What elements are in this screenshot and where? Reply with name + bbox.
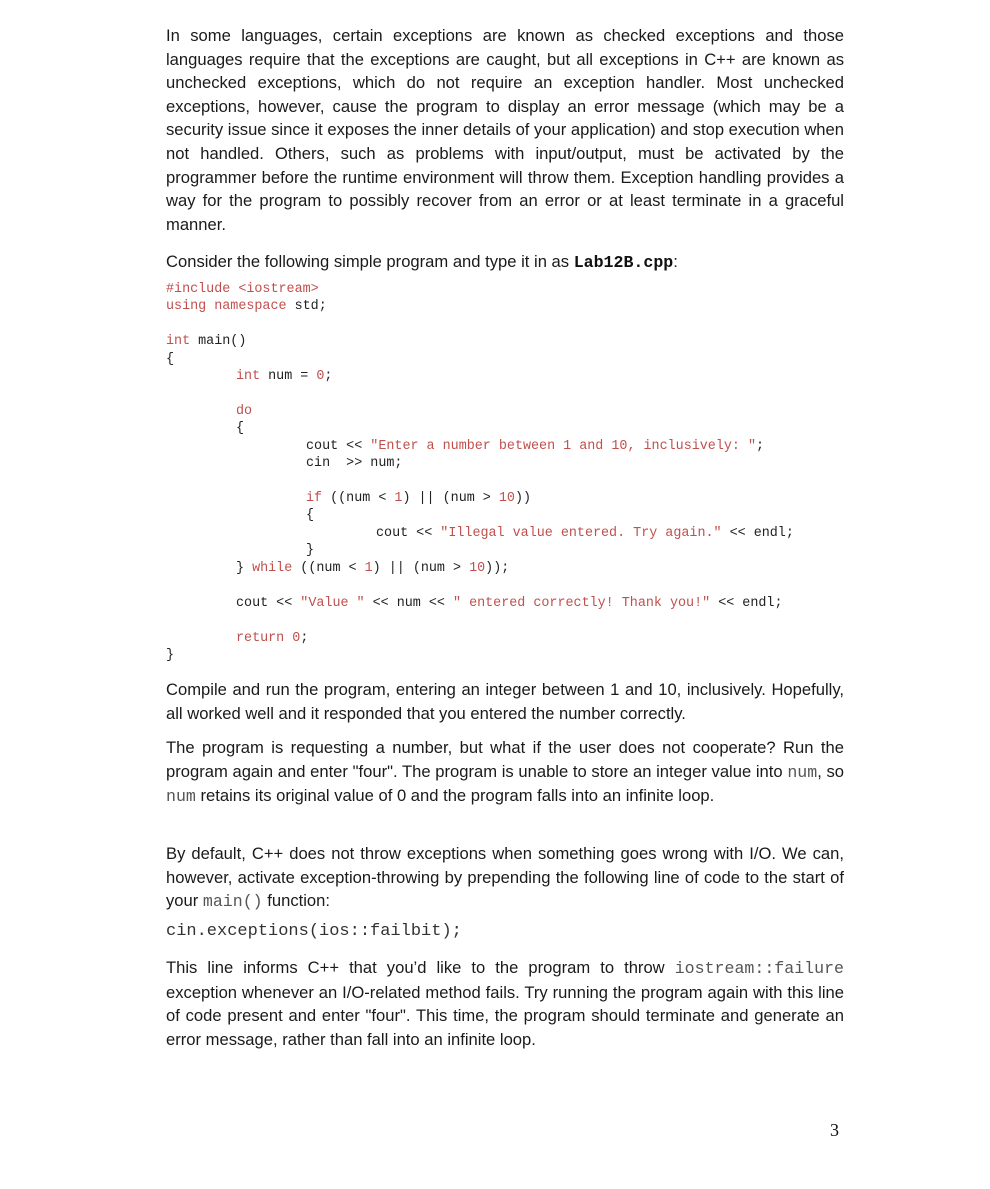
code-line-3: int main() [166,334,247,349]
filename: Lab12B.cpp [573,253,674,272]
code-line-14: } while ((num < 1) || (num > 10)); [236,561,510,576]
paragraph-informs: This line informs C++ that you’d like to the program to throw iostream::failure exception whenever an I/O-related method fails. Try running the program again with this line of code present and enter "four". This time, the program should terminate and generate an error message, rather than fall into an infinite loop. [166,958,844,1049]
code-line-10: if ((num < 1) || (num > 10)) [306,491,532,506]
consider-text: Consider the following simple program and type it in as [166,252,574,271]
code-line-17: } [166,648,175,663]
code-exceptions-line: cin.exceptions(ios::failbit); [166,922,462,941]
code-line-2: using namespace std; [166,299,327,314]
paragraph-consider [166,250,844,275]
code-line-12: cout << "Illegal value entered. Try again." << endl; [376,526,794,541]
code-line-8: cout << "Enter a number between 1 and 10, inclusively: "; [306,439,765,454]
code-line-7: { [236,421,245,436]
page-number: 3 [830,1120,839,1140]
code-line-13: } [306,543,315,558]
code-line-16: return 0; [236,631,309,646]
paragraph-intro: In some languages, certain exceptions are known as checked exceptions and those languages require that the exceptions are caught, but all exceptions in C++ are known as unchecked exceptions, which do not require an exception handler. Most unchecked exceptions, however, cause the program to display an error message (which may be a security issue since it exposes the inner details of your application) and stop execution when not handled. Others, such as problems with input/output, must be activated by the programmer before the runtime environment will throw them. Exception handling provides a way for the program to possibly recover from an error or at least terminate in a graceful manner. [166,26,844,234]
code-line-6: do [236,404,253,419]
inline-code-num: num [787,762,818,782]
code-line-1: #include <iostream> [166,282,319,297]
code-line-9: cin >> num; [306,456,403,471]
inline-code-num: num [166,787,196,807]
inline-code-failure: iostream::failure [674,959,844,978]
inline-code-main: main() [202,892,263,912]
code-line-11: { [306,508,315,523]
consider-suffix: : [673,252,678,271]
paragraph-cooperate: The program is requesting a number, but what if the user does not cooperate? Run the program again and enter "four". The program is unable to store an integer value into num, so num retains its original value of 0 and the program falls into an infinite loop. [166,738,845,807]
paragraph-default: By default, C++ does not throw exceptions when something goes wrong with I/O. We can, however, activate exception-throwing by prepending the following line of code to the start of your main() function: [166,844,844,912]
code-line-5: int num = 0; [236,369,333,384]
paragraph-compile: Compile and run the program, entering an integer between 1 and 10, inclusively. Hopefully, all worked well and it responded that you entered the number correctly. [166,680,844,723]
code-line-4: { [166,352,175,367]
code-line-15: cout << "Value " << num << " entered correctly! Thank you!" << endl; [236,596,783,611]
